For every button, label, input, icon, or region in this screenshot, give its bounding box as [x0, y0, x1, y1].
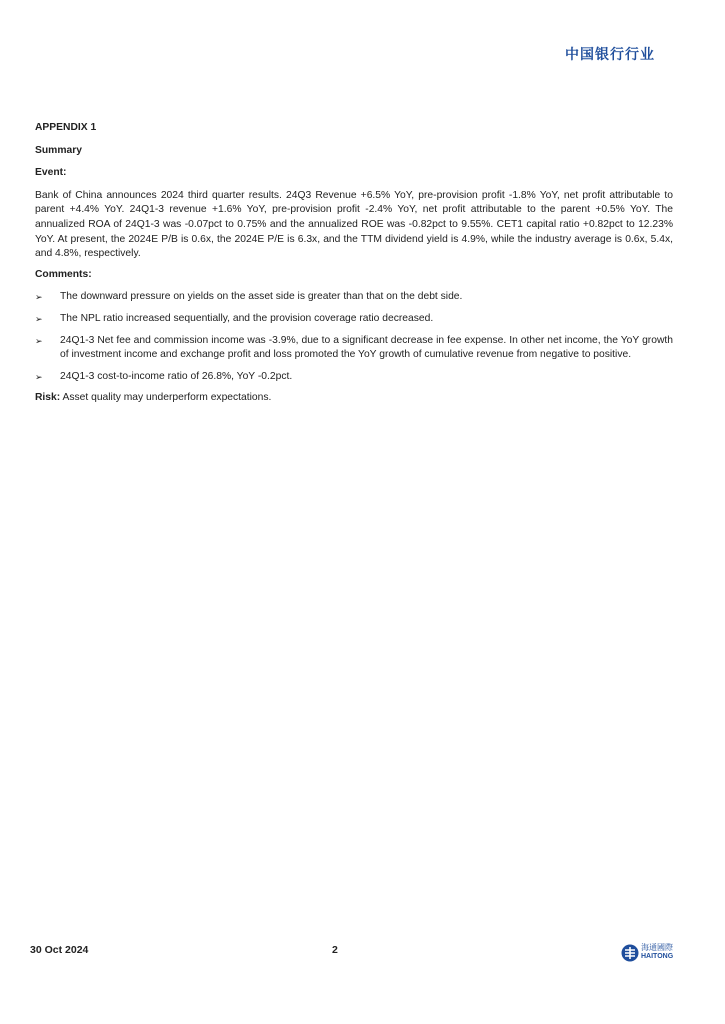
event-paragraph: Bank of China announces 2024 third quarter results. 24Q3 Revenue +6.5% YoY, pre-provision profit -1.8% YoY, net profit attributable to parent +4.4% YoY. 24Q1-3 revenue +1.6% YoY, pre-provision profit -2.4% YoY, net profit attributable to the parent +0.5% YoY. The annualized ROA of 24Q1-3 was -0.07pct to 0.75% and the annualized ROE was -0.82pct to 9.55%. CET1 capital ratio +0.82pct to 12.23% YoY. At present, the 2024E P/B is 0.6x, the 2024E P/E is 6.3x, and the TTM dividend yield is 4.9%, while the industry average is 0.6x, 5.4x, and 4.8%, respectively.	[35, 189, 673, 260]
list-item	[35, 312, 673, 327]
list-item	[35, 334, 673, 363]
arrow-bullet-icon: ➢	[35, 292, 43, 303]
haitong-logo	[621, 941, 681, 965]
risk-text: Asset quality may underperform expectations.	[60, 392, 272, 404]
arrow-bullet-icon: ➢	[35, 335, 43, 346]
arrow-bullet-icon: ➢	[35, 313, 43, 324]
appendix-heading: APPENDIX 1	[35, 122, 97, 133]
risk-paragraph	[35, 391, 673, 406]
logo-english-text: HAITONG	[641, 953, 674, 960]
footer-date: 30 Oct 2024	[30, 944, 89, 956]
haitong-logo-icon	[621, 944, 639, 962]
comment-text: 24Q1-3 cost-to-income ratio of 26.8%, YoY -0.2pct.	[60, 370, 293, 382]
page-header-title: 中国银行行业	[565, 47, 655, 63]
summary-heading: Summary	[35, 144, 82, 156]
event-heading: Event:	[35, 167, 67, 179]
list-item	[35, 370, 673, 385]
risk-label: Risk:	[35, 392, 61, 404]
arrow-bullet-icon: ➢	[35, 371, 43, 382]
comment-text: The downward pressure on yields on the asset side is greater than that on the debt side.	[60, 291, 463, 303]
list-item	[35, 290, 673, 305]
comments-heading: Comments:	[35, 268, 92, 280]
logo-chinese-text: 海通國際	[641, 943, 673, 952]
comment-text: The NPL ratio increased sequentially, and the provision coverage ratio decreased.	[60, 312, 434, 324]
comments-list	[35, 290, 673, 384]
page-number: 2	[332, 944, 338, 956]
report-body	[35, 121, 673, 412]
comment-text: 24Q1-3 Net fee and commission income was -3.9%, due to a significant decrease in fee expense. In other net income, the YoY growth of investment income and exchange profit and loss promoted the YoY growth of cumulative revenue from negative to positive.	[60, 334, 673, 361]
